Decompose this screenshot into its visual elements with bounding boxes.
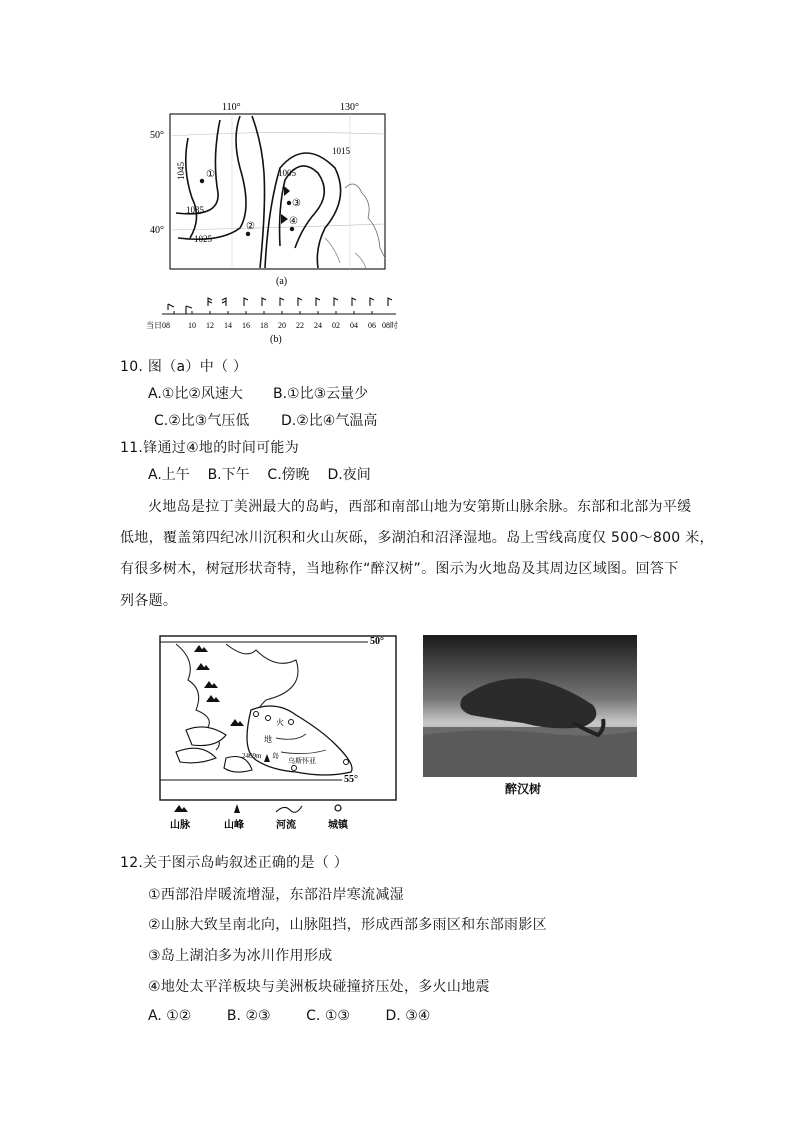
lat-label-50: 50°	[370, 636, 384, 647]
time-label-0: 当日08	[146, 321, 170, 330]
q12-statement-3: ③岛上湖泊多为冰川作用形成	[148, 948, 333, 964]
passage-line-4: 列各题。	[120, 593, 178, 609]
q12-stem: 12.关于图示岛屿叙述正确的是（ ）	[120, 855, 349, 871]
lat-label-55: 55°	[344, 774, 358, 785]
tierra-del-fuego-map	[156, 630, 402, 836]
legend-peak-icon	[234, 804, 240, 813]
lon-label-130: 130°	[340, 102, 359, 113]
legend-label-mountain: 山脉	[170, 820, 190, 831]
wind-barbs-icon	[168, 298, 392, 314]
figure-a-caption: (a)	[276, 276, 288, 287]
point-3: ③	[292, 198, 301, 209]
q10-stem: 10. 图（a）中（ ）	[120, 359, 248, 375]
isobar-label-1025: 1025	[194, 234, 212, 244]
time-label-1: 10	[188, 321, 196, 330]
q10-option-a[interactable]: A.①比②风速大	[148, 386, 243, 402]
passage-line-3: 有很多树木，树冠形状奇特，当地称作“醉汉树”。图示为火地岛及其周边区域图。回答下	[120, 561, 679, 577]
wind-timeline-figure-b	[140, 292, 400, 348]
island-label-dao: 岛	[272, 752, 279, 760]
drunken-tree-photo	[423, 635, 637, 777]
isobar-label-1035: 1035	[186, 205, 204, 215]
point-4: ④	[289, 216, 298, 227]
q12-statement-2: ②山脉大致呈南北向，山脉阻挡，形成西部多雨区和东部雨影区	[148, 917, 547, 933]
q12-options[interactable]: A. ①② B. ②③ C. ①③ D. ③④	[148, 1008, 431, 1024]
legend-label-peak: 山峰	[224, 820, 244, 831]
time-label-8: 24	[314, 321, 322, 330]
isobar-label-1015: 1015	[332, 146, 350, 156]
passage-line-2: 低地，覆盖第四纪冰川沉积和火山灰砾，多湖泊和沼泽湿地。岛上雪线高度仅 500～800 米，	[120, 530, 714, 546]
time-label-5: 18	[260, 321, 268, 330]
legend-label-river: 河流	[276, 820, 296, 831]
time-label-4: 16	[242, 321, 250, 330]
time-label-10: 04	[350, 321, 358, 330]
q10-option-d[interactable]: D.②比④气温高	[281, 413, 378, 429]
peak-elevation-label: 2469m	[242, 752, 262, 760]
isobar-1045	[186, 138, 197, 238]
q10-option-b[interactable]: B.①比③云量少	[273, 386, 369, 402]
map-frame	[170, 114, 385, 269]
photo-caption: 醉汉树	[505, 782, 542, 796]
time-label-9: 02	[332, 321, 340, 330]
point-2: ②	[246, 221, 255, 232]
legend-river-icon	[276, 806, 302, 812]
time-label-12: 08时	[382, 321, 398, 330]
time-label-11: 06	[368, 321, 376, 330]
isobar-label-1005: 1005	[278, 168, 296, 178]
weather-map-figure-a	[140, 98, 400, 290]
legend-town-icon	[335, 805, 341, 811]
time-label-2: 12	[206, 321, 214, 330]
time-label-7: 22	[296, 321, 304, 330]
town-label-ushuaia: 乌斯怀亚	[288, 757, 316, 765]
q12-statement-4: ④地处太平洋板块与美洲板块碰撞挤压处，多火山地震	[148, 979, 490, 995]
time-label-3: 14	[224, 321, 232, 330]
q10-option-c[interactable]: C.②比③气压低	[154, 413, 250, 429]
time-label-6: 20	[278, 321, 286, 330]
q11-options[interactable]: A.上午 B.下午 C.傍晚 D.夜间	[148, 467, 371, 483]
island-label-huo: 火	[276, 718, 284, 727]
legend-label-town: 城镇	[328, 820, 348, 831]
isobar-1005	[280, 166, 325, 248]
point-1: ①	[206, 169, 215, 180]
legend-mountain-icon	[174, 805, 188, 812]
lon-label-110: 110°	[222, 102, 241, 113]
lat-label-50: 50°	[150, 130, 164, 141]
figure-b-caption: (b)	[270, 334, 282, 345]
island-label-di: 地	[264, 735, 272, 744]
lat-label-40: 40°	[150, 225, 164, 236]
isobar-label-1045: 1045	[176, 162, 186, 180]
q11-stem: 11.锋通过④地的时间可能为	[120, 440, 300, 456]
q12-statement-1: ①西部沿岸暖流增湿，东部沿岸寒流减湿	[148, 887, 404, 903]
passage-line-1: 火地岛是拉丁美洲最大的岛屿，西部和南部山地为安第斯山脉余脉。东部和北部为平缓	[148, 499, 692, 515]
